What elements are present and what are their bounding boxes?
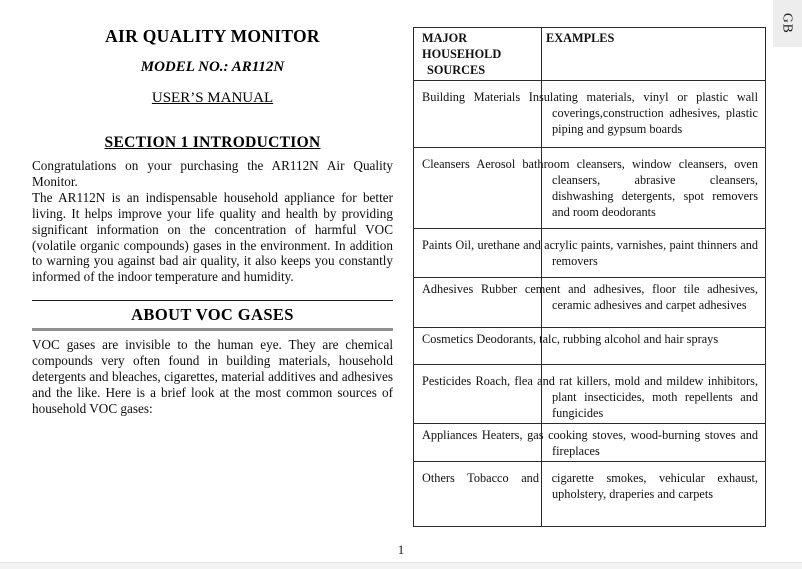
doc-title: AIR QUALITY MONITOR [105, 26, 320, 46]
header-sources-line2: SOURCES [427, 63, 486, 77]
row-examples: Roach, flea and rat killers, mold and mildew inhibitors, plant insecticides, moth repellents and fungicides [475, 374, 758, 420]
household-sources-table [413, 27, 766, 527]
row-text [414, 281, 765, 313]
table-header-row [414, 28, 765, 81]
footer-strip [0, 562, 802, 569]
language-tab-label: GB [780, 13, 796, 34]
header-sources-line1: MAJOR HOUSEHOLD [422, 31, 502, 61]
row-source: Building Materials [422, 90, 521, 104]
table-row-appliances [414, 424, 765, 462]
row-source: Others [422, 471, 455, 485]
voc-heading: ABOUT VOC GASES [131, 305, 294, 325]
table-row-cleansers [414, 148, 765, 229]
language-tab [773, 0, 802, 47]
row-examples: Rubber cement and adhesives, floor tile adhesives, ceramic adhesives and carpet adhesives [480, 282, 759, 312]
row-source: Pesticides [422, 374, 472, 388]
row-source: Paints [422, 238, 453, 252]
row-source: Cleansers [422, 157, 470, 171]
row-source: Adhesives [422, 282, 474, 296]
section-1-heading: SECTION 1 INTRODUCTION [104, 134, 321, 151]
voc-section-top-rule [32, 300, 393, 301]
table-row-building-materials [414, 81, 765, 148]
table-row-pesticides [414, 365, 765, 424]
row-examples: Insulating materials, vinyl or plastic wall coverings,construction adhesives, plastic piping and gypsum boards [528, 90, 758, 136]
table-row-adhesives [414, 278, 765, 328]
voc-paragraph: VOC gases are invisible to the human eye. They are chemical compounds very often found in building materials, household detergents and bleaches, cigarettes, material additives and adhesives and the like. Here is a brief look at the most common sources of household VOC gases: [32, 337, 393, 416]
doc-manual-label: USER’S MANUAL [151, 90, 274, 106]
row-text [414, 237, 765, 269]
table-row-others [414, 462, 765, 526]
row-examples: Oil, urethane and acrylic paints, varnishes, paint thinners and removers [455, 238, 758, 268]
table-row-paints [414, 229, 765, 278]
table-row-cosmetics [414, 328, 765, 365]
intro-paragraph-1: Congratulations on your purchasing the AR112N Air Quality Monitor. [32, 158, 393, 189]
intro-paragraph-2: The AR112N is an indispensable household appliance for better living. It helps improve your life quality and health by providing significant information on the concentration of harmful VOC (volatile organic compounds) gases in the environment. In addition to warning you against bad air quality, it also keeps you constantly informed of the indoor temperature and humidity. [32, 189, 393, 285]
row-examples: Heaters, gas cooking stoves, wood-burning stoves and fireplaces [481, 428, 758, 458]
row-examples: Tobacco and cigarette smokes, vehicular exhaust, upholstery, draperies and carpets [467, 471, 758, 501]
row-text [414, 331, 765, 347]
doc-model-number: MODEL NO.: AR112N [140, 59, 285, 75]
row-examples: Aerosol bathroom cleansers, window cleansers, oven cleansers, abrasive cleansers, dishwashing detergents, spot removers and room deodorants [476, 157, 758, 219]
row-text [414, 156, 765, 220]
header-cell-sources [414, 28, 541, 80]
row-examples: Deodorants, talc, rubbing alcohol and hair sprays [476, 332, 719, 346]
row-text [414, 470, 765, 502]
row-text [414, 89, 765, 137]
row-source: Cosmetics [422, 332, 474, 346]
page-number: 1 [397, 543, 405, 557]
left-column [32, 0, 393, 417]
header-cell-examples: EXAMPLES [546, 31, 615, 45]
row-source: Appliances [422, 428, 478, 442]
voc-section-bottom-rule [32, 328, 393, 331]
row-text [414, 427, 765, 459]
row-text [414, 373, 765, 421]
